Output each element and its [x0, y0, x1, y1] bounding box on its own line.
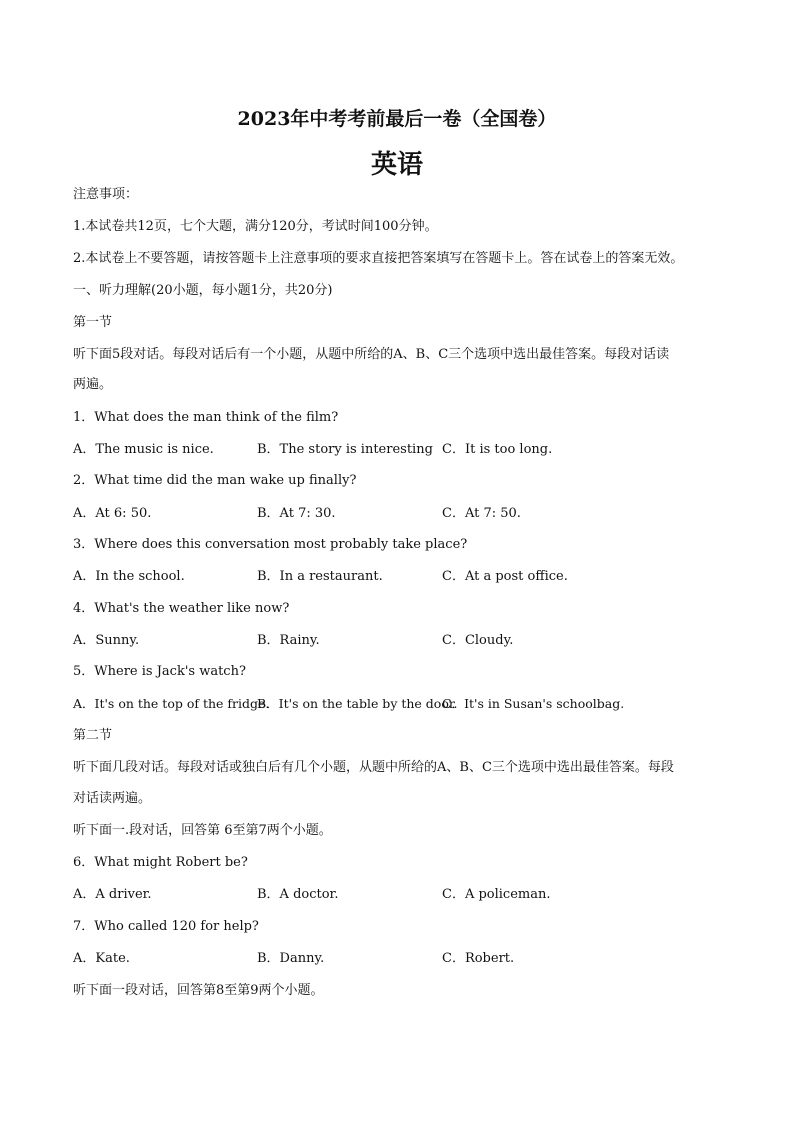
- question-stem: 3．Where does this conversation most probably take place?: [73, 537, 468, 552]
- question-stem: 1．What does the man think of the film?: [73, 410, 339, 425]
- option-a: A．At 6: 50.: [73, 506, 152, 521]
- group-intro: 听下面一段对话，回答第8至第9两个小题。: [73, 983, 324, 998]
- option-c: C．At a post office.: [442, 569, 568, 584]
- question-stem: 7．Who called 120 for help?: [73, 919, 259, 934]
- group-intro: 听下面一.段对话，回答第 6至第7两个小题。: [73, 823, 332, 838]
- section1-instruction: 听下面5段对话。每段对话后有一个小题，从题中所给的A、B、C三个选项中选出最佳答案。每段对话读: [73, 347, 670, 362]
- section2-instruction: 听下面几段对话。每段对话或独白后有几个小题，从题中所给的A、B、C三个选项中选出最佳答案。每段: [73, 760, 674, 775]
- option-c: C．Robert.: [442, 951, 515, 966]
- option-a: A．Kate.: [73, 951, 130, 966]
- section2-heading: 第二节: [73, 728, 113, 743]
- section1-instruction-cont: 两遍。: [73, 377, 113, 392]
- notice-heading: 注意事项：: [73, 187, 139, 202]
- option-c: C．Cloudy.: [442, 633, 514, 648]
- option-b: B．It's on the table by the door.: [257, 696, 458, 711]
- option-b: B．Rainy.: [257, 633, 320, 648]
- option-b: B．A doctor.: [257, 887, 339, 902]
- question-stem: 2．What time did the man wake up finally?: [73, 473, 357, 488]
- option-b: B．In a restaurant.: [257, 569, 383, 584]
- option-a: A．Sunny.: [73, 633, 140, 648]
- option-c: C．A policeman.: [442, 887, 551, 902]
- option-b: B．At 7: 30.: [257, 506, 336, 521]
- exam-subject: 英语: [370, 150, 423, 180]
- option-b: B．The story is interesting: [257, 442, 433, 457]
- notice-item-2: 2.本试卷上不要答题，请按答题卡上注意事项的要求直接把答案填写在答题卡上。答在试卷上的答案无效。: [73, 251, 684, 266]
- question-stem: 5．Where is Jack's watch?: [73, 664, 246, 679]
- section1-heading: 第一节: [73, 315, 113, 330]
- option-c: C．At 7: 50.: [442, 506, 521, 521]
- part1-heading: 一、听力理解(20小题，每小题1分，共20分): [73, 283, 333, 298]
- exam-title: 2023年中考考前最后一卷（全国卷）: [237, 108, 557, 130]
- option-b: B．Danny.: [257, 951, 325, 966]
- option-c: C．It's in Susan's schoolbag.: [442, 696, 625, 711]
- option-a: A．A driver.: [73, 887, 152, 902]
- question-stem: 6．What might Robert be?: [73, 855, 248, 870]
- option-a: A．It's on the top of the fridge.: [73, 696, 270, 711]
- option-c: C．It is too long.: [442, 442, 553, 457]
- question-stem: 4．What's the weather like now?: [73, 601, 290, 616]
- notice-item-1: 1.本试卷共12页，七个大题，满分120分，考试时间100分钟。: [73, 219, 438, 234]
- section2-instruction-cont: 对话读两遍。: [73, 791, 152, 806]
- option-a: A．The music is nice.: [73, 442, 214, 457]
- option-a: A．In the school.: [73, 569, 185, 584]
